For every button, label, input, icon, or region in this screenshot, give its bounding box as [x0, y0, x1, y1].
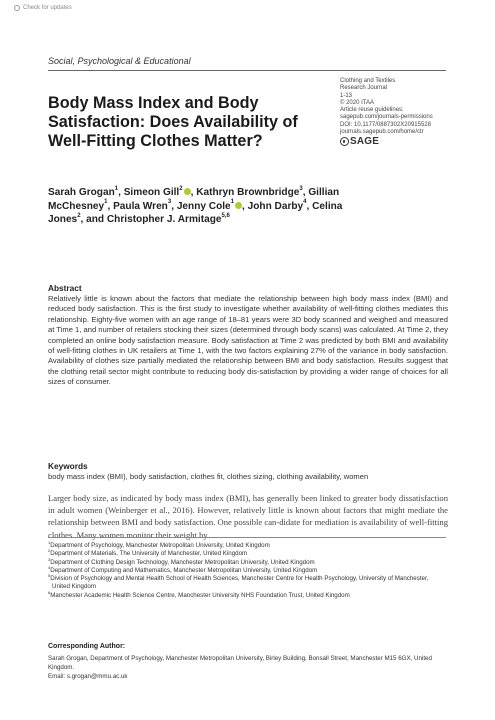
author-name: Kathryn Brownbridge [196, 187, 300, 198]
journal-section: Social, Psychological & Educational [48, 56, 191, 66]
intro-paragraph: Larger body size, as indicated by body mass index (BMI), has generally been linked to greater body dissatisfaction in adult women (Weinberger et al., 2016). However, relatively little is known about factors that might mediate the relationship between BMI and body satisfaction. One possible can-didate for mediation is availability of well-fitting clothes. Many women monitor their weight by [48, 493, 448, 540]
author [124, 187, 191, 198]
affiliation-number: 1 [48, 539, 51, 545]
author-name: Simeon Gill [123, 187, 180, 198]
corresponding-author-email[interactable]: Email: s.grogan@mmu.ac.uk [48, 673, 128, 680]
affiliation-text: Manchester Academic Health Science Centre, Manchester University NHS Foundation Trust, United Kingdom [50, 591, 350, 599]
author-separator: , [107, 200, 114, 212]
author-affiliation-mark: 1 [104, 199, 108, 206]
author-affiliation-mark: 1 [230, 199, 235, 206]
author [107, 214, 230, 225]
check-for-updates-badge[interactable] [14, 5, 72, 11]
author-separator: , [242, 200, 248, 212]
author-name: Celina Jones [48, 200, 343, 225]
author-affiliation-mark: 2 [77, 212, 81, 219]
affiliation-text: Department of Computing and Mathematics, Manchester Metropolitan University, United Kingdom [50, 566, 318, 574]
corresponding-author-heading: Corresponding Author: [48, 643, 126, 650]
affiliation-number: 4 [48, 564, 51, 570]
author-separator: , and [80, 214, 107, 225]
author-separator: , [118, 187, 124, 198]
journal-home-link[interactable]: journals.sagepub.com/home/ctr [340, 129, 424, 136]
author-separator: , [306, 200, 313, 212]
affiliation-text: Department of Materials, The University of Manchester, United Kingdom [50, 550, 248, 558]
author-name: Jenny Cole [176, 200, 231, 212]
sage-logo-icon [340, 137, 349, 146]
author [196, 187, 303, 198]
sage-wordmark: SAGE [350, 136, 380, 148]
affiliation-number: 2 [48, 548, 51, 554]
author-name: Christopher J. Armitage [106, 214, 222, 225]
corresponding-author-address: Sarah Grogan, Department of Psychology, Manchester Metropolitan University, Birley Building, Bonsall Street, Manchester M15 6GX, United Kingdom. [48, 655, 432, 671]
author [177, 201, 242, 212]
author-affiliation-mark: 1 [114, 185, 119, 192]
doi-link[interactable]: DOI: 10.1177/0887302X20915528 [340, 121, 431, 128]
affiliation-text: Department of Psychology, Manchester Metropolitan University, United Kingdom [50, 542, 270, 549]
author-name: Sarah Grogan [48, 187, 115, 198]
affiliation-item [48, 589, 448, 600]
affiliations-list [48, 539, 448, 600]
affiliation-number: 6 [48, 589, 51, 595]
affiliation-number: 5 [48, 573, 51, 579]
affiliation-item [48, 550, 448, 558]
journal-info-sidebar [340, 78, 465, 146]
author-separator: , [171, 200, 177, 212]
keywords-heading: Keywords [48, 461, 88, 471]
footnote-rule [48, 537, 446, 538]
orcid-icon[interactable] [184, 188, 191, 195]
author-affiliation-mark: 4 [303, 199, 307, 206]
check-for-updates-label: Check for updates [23, 5, 72, 11]
copyright: © 2020 ITAA [340, 99, 374, 106]
affiliation-item [48, 575, 448, 592]
author-name: John Darby [247, 200, 304, 212]
sage-logo [340, 137, 465, 146]
author-separator: , [190, 187, 197, 198]
affiliation-item [48, 564, 448, 575]
author-affiliation-mark: 3 [167, 199, 172, 206]
affiliation-item [48, 556, 448, 567]
abstract-heading: Abstract [48, 283, 82, 293]
orcid-icon[interactable] [235, 202, 242, 209]
author-list [48, 186, 348, 227]
author-name: Gillian McChesney [48, 187, 340, 212]
journal-name-line1: Clothing and Textiles [340, 78, 396, 84]
keywords-text: body mass index (BMI), body satisfaction, clothes fit, clothes sizing, clothing availability, women [48, 472, 369, 481]
author-separator: , [302, 187, 309, 198]
affiliation-text: Department of Clothing Design Technology, Manchester Metropolitan University, United Kingdom [50, 558, 315, 566]
page-range: 1-13 [340, 92, 353, 99]
permissions-link[interactable]: sagepub.com/journals-permissions [340, 114, 433, 121]
corresponding-author-details [48, 654, 448, 681]
affiliation-text: Division of Psychology and Mental Health School of Health Sciences, Manchester Centre for Health Psychology, University of Manchester, United Kingdom [50, 575, 429, 591]
author-name: Paula Wren [113, 200, 168, 212]
author-affiliation-mark: 3 [299, 185, 303, 192]
author-affiliation-mark: 2 [179, 185, 183, 192]
reuse-guidelines-label: Article reuse guidelines: [340, 107, 404, 114]
author [248, 201, 307, 212]
author-affiliation-mark: 5,6 [221, 212, 230, 219]
author [48, 187, 118, 198]
header-rule [48, 70, 446, 71]
journal-name-line2: Research Journal [340, 85, 388, 92]
article-title: Body Mass Index and Body Satisfaction: Does Availability of Well-Fitting Clothes Matter? [48, 94, 298, 150]
affiliation-number: 3 [48, 556, 51, 562]
abstract-text: Relatively little is known about the factors that mediate the relationship between high body mass index (BMI) and reduced body satisfaction. This is the first study to investigate whether availability of well-fitting clothes mediates this relationship. Eighty-five women with an age range of 18–81 years were 3D body scanned and weighed and measured at Time 1, and number of retailers stocking their sizes (determined through body scans) was calculated. At Time 2, they completed an online body satisfaction measure. Body satisfaction at Time 2 was predicted by both BMI and availability of well-fitting clothes in UK retailers at Time 1, with the two factors explaining 27% of the variance in body satisfaction. Availability of clothes size partially mediated the relationship between BMI and body satisfaction. Results suggest that the clothing retail sector might contribute to reducing body dis-satisfaction by providing a wider range of choices for all sizes of consumer. [48, 294, 448, 387]
updates-icon [14, 5, 20, 11]
author [113, 201, 171, 212]
